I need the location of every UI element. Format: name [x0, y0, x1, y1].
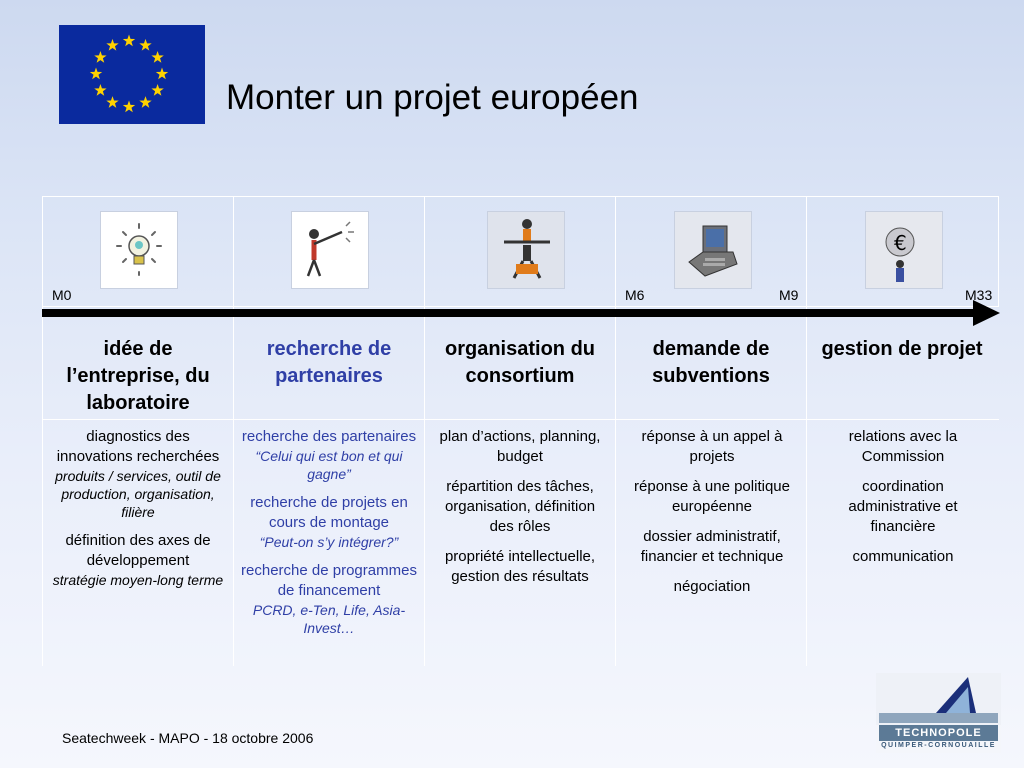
footer-text: Seatechweek - MAPO - 18 octobre 2006	[62, 730, 314, 746]
detail-item: communication	[852, 548, 954, 565]
eu-star-icon	[94, 51, 106, 63]
detail-item: propriété intellectuelle, gestion des résultats	[444, 548, 596, 585]
detail-item: répartition des tâches, organisation, définition des rôles	[444, 478, 596, 535]
milestone-m6: M6	[625, 287, 645, 303]
detail-item: recherche de projets en cours de montage “Peut-on s’y intégrer?”	[250, 494, 408, 550]
detail-item: définition des axes de développement stratégie moyen-long terme	[52, 532, 224, 588]
phase-title-idea: idée de l’entreprise, du laboratoire	[66, 338, 210, 414]
eu-star-icon	[90, 68, 102, 80]
eu-star-icon	[139, 39, 151, 51]
detail-item: réponse à une politique européenne	[634, 478, 790, 515]
eu-star-icon	[106, 39, 118, 51]
detail-item: diagnostics des innovations recherchées produits / services, outil de production, organisation, filière	[55, 428, 221, 520]
timeline-arrow-head	[973, 300, 1000, 326]
phase-title-management: gestion de projet	[821, 338, 983, 360]
col-divider-0	[42, 196, 43, 666]
detail-item: plan d’actions, planning, budget	[439, 428, 601, 465]
col-divider-1	[233, 196, 234, 666]
milestone-m33: M33	[965, 287, 993, 303]
phase-details-management	[814, 427, 992, 577]
page-title: Monter un projet européen	[226, 78, 639, 117]
detail-item: recherche des partenaires “Celui qui est bon et qui gagne”	[241, 428, 417, 482]
phase-details-idea	[50, 427, 226, 599]
detail-item: coordination administrative et financière	[848, 478, 958, 535]
money-bag-icon	[865, 211, 943, 289]
technopole-logo	[876, 673, 1001, 753]
table-divider-phases	[42, 419, 999, 420]
col-divider-2	[424, 196, 425, 666]
table-divider-arrow	[42, 306, 999, 307]
technopole-mark-icon	[876, 673, 1001, 725]
timeline-arrow-line	[42, 309, 977, 317]
balancing-people-icon	[487, 211, 565, 289]
col-divider-5	[998, 196, 999, 306]
eu-star-icon	[151, 84, 163, 96]
eu-star-icon	[123, 35, 135, 47]
phase-title-grant: demande de subventions	[652, 338, 770, 387]
eu-flag	[59, 25, 205, 124]
phase-title-consortium: organisation du consortium	[445, 338, 595, 387]
detail-item: négociation	[673, 578, 751, 595]
milestone-m0: M0	[52, 287, 72, 303]
detail-item: relations avec la Commission	[848, 428, 958, 465]
phase-details-partners	[240, 427, 418, 647]
col-divider-4	[806, 196, 807, 666]
phase-details-consortium	[431, 427, 609, 597]
detail-item: réponse à un appel à projets	[641, 428, 783, 465]
detail-item: dossier administratif, financier et technique	[640, 528, 784, 565]
eu-star-icon	[94, 84, 106, 96]
phase-title-partners: recherche de partenaires	[266, 338, 392, 387]
logo-subtitle: QUIMPER-CORNOUAILLE	[881, 742, 996, 749]
eu-star-icon	[139, 96, 151, 108]
eu-star-icon	[106, 96, 118, 108]
timeline-table	[42, 196, 999, 666]
detail-item: recherche de programmes de financement PCRD, e-Ten, Life, Asia-Invest…	[241, 562, 417, 636]
lightbulb-icon	[100, 211, 178, 289]
eu-star-icon	[156, 68, 168, 80]
col-divider-3	[615, 196, 616, 666]
milestone-m9: M9	[779, 287, 799, 303]
logo-name: TECHNOPOLE	[879, 725, 998, 741]
phase-details-grant	[624, 427, 800, 607]
table-border-top	[42, 196, 999, 197]
svg-text:€: €	[894, 231, 907, 255]
eu-star-icon	[123, 101, 135, 113]
eu-stars-icon	[59, 25, 205, 124]
eu-star-icon	[151, 51, 163, 63]
person-pointing-icon	[291, 211, 369, 289]
laptop-icon	[674, 211, 752, 289]
